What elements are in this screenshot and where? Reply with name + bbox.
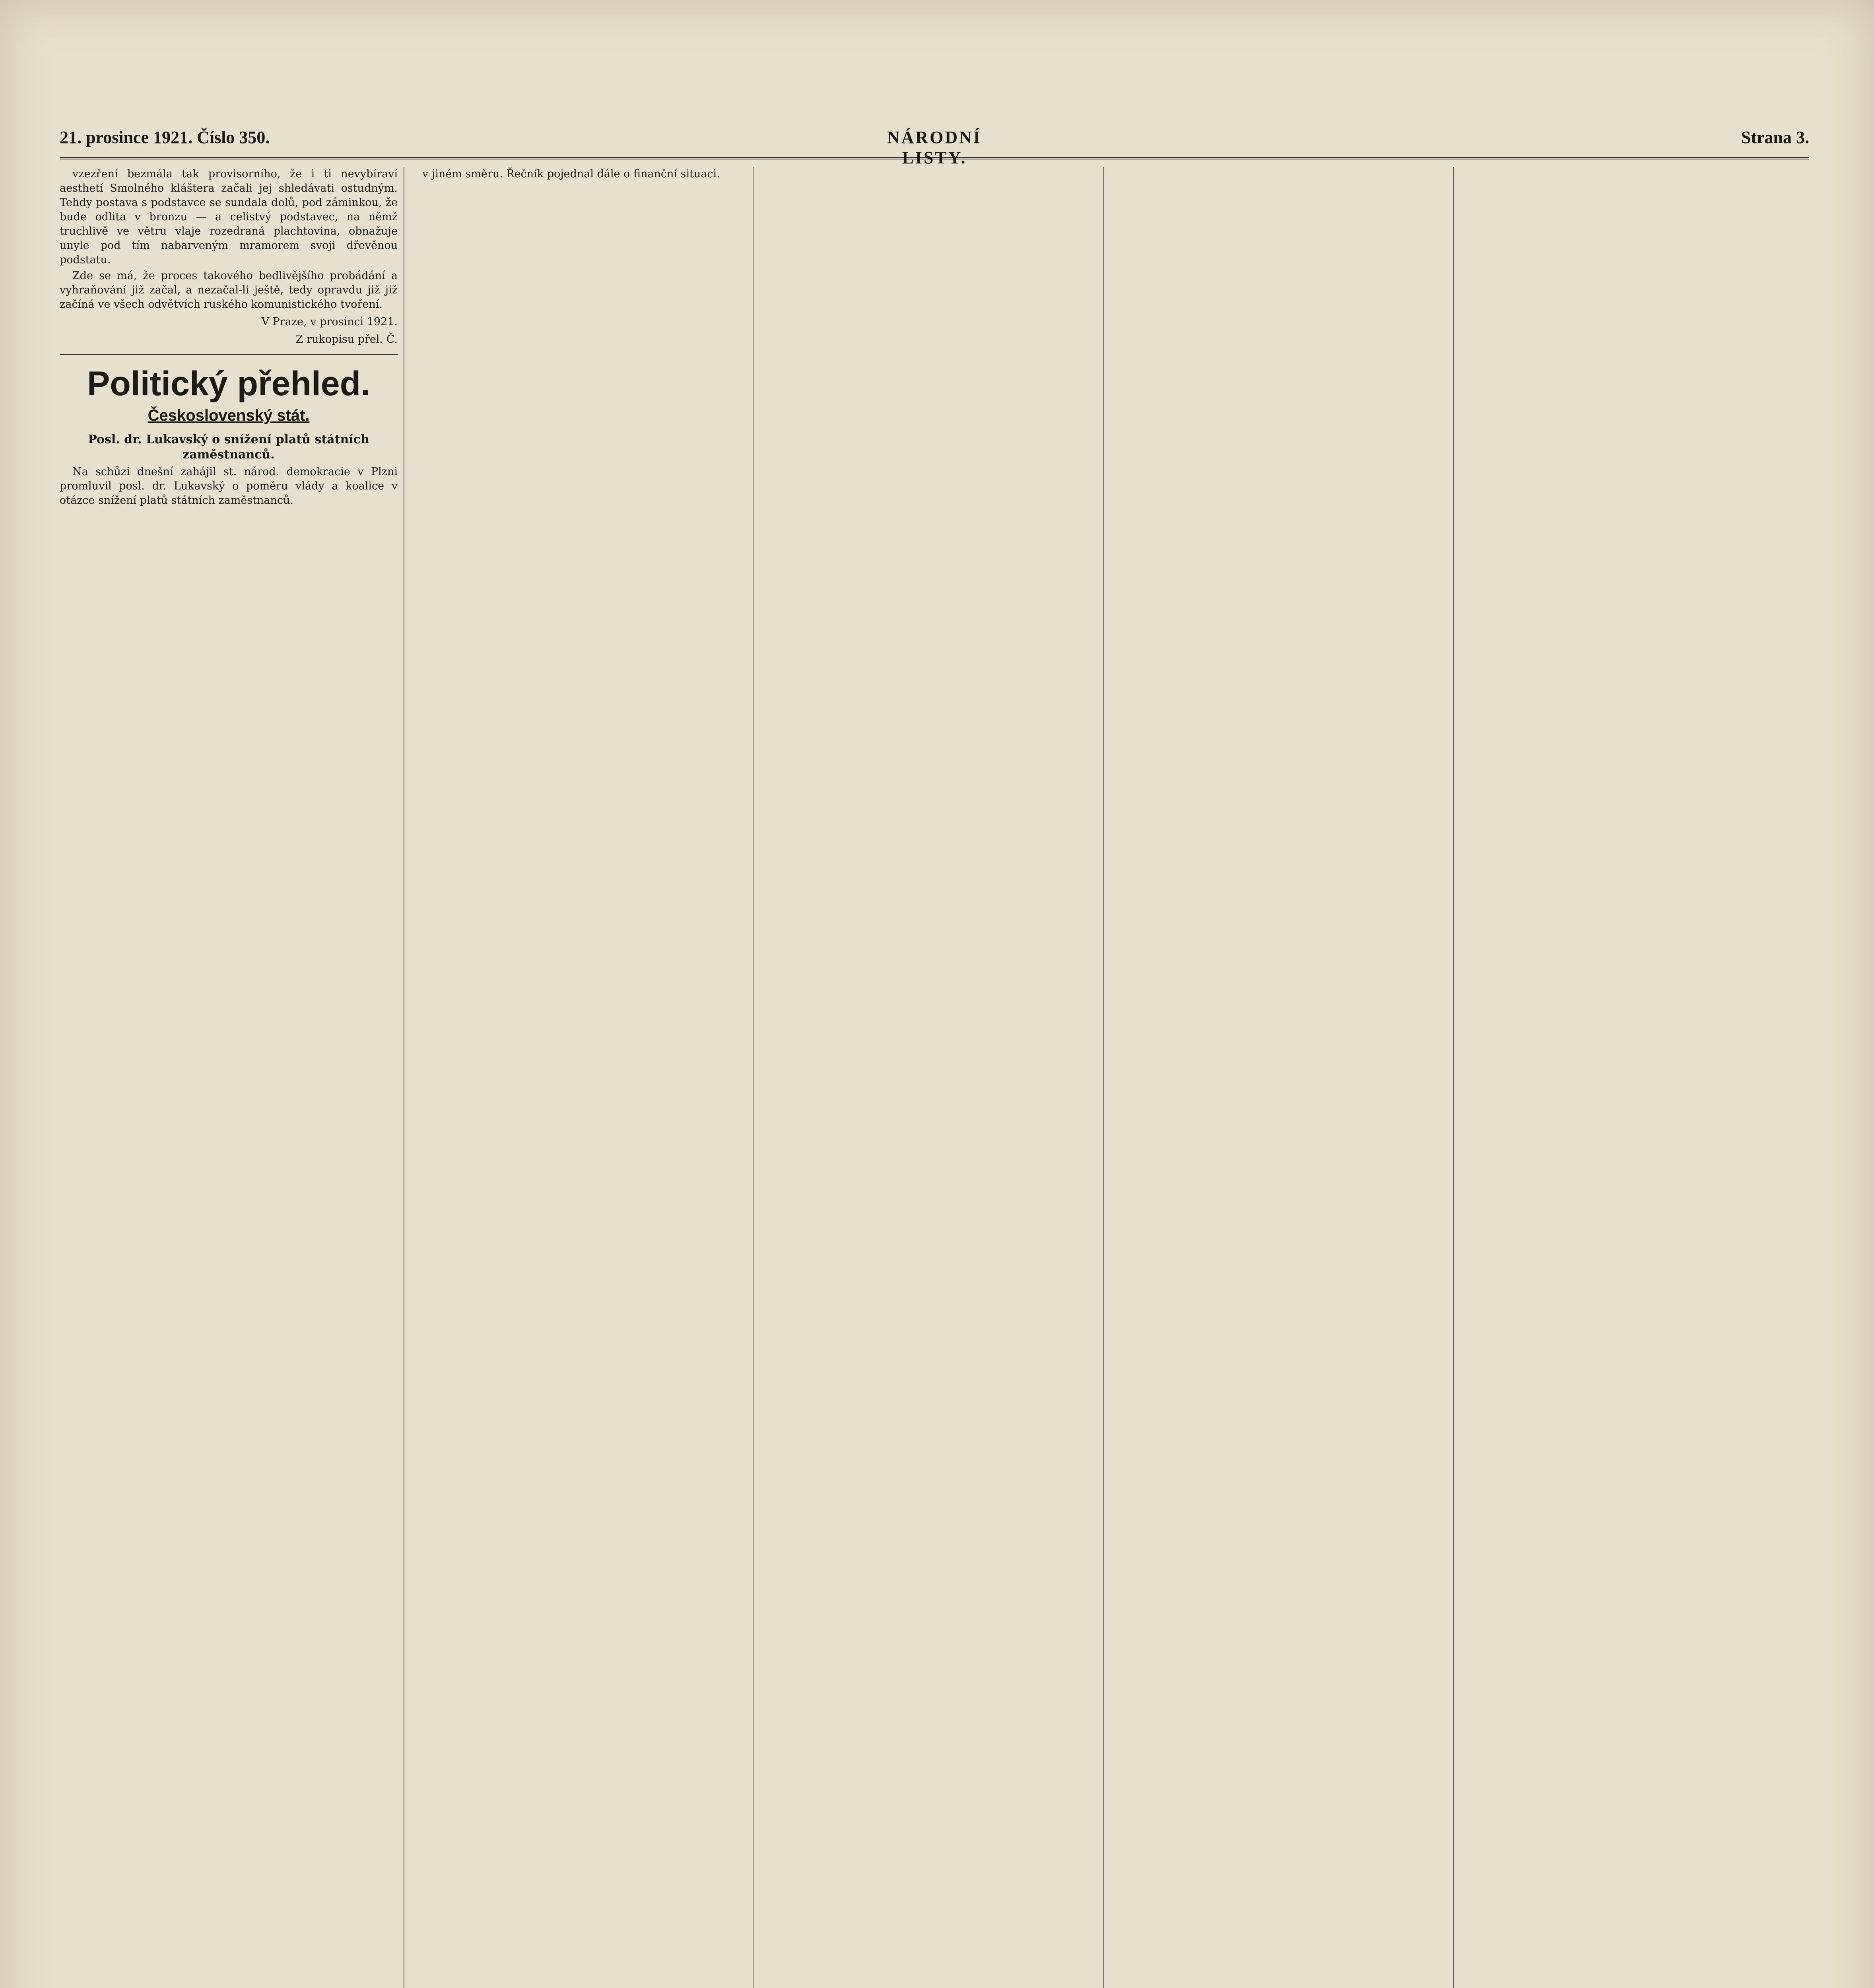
article-headline: Posl. dr. Lukavský o snížení platů státních zaměstnanců. (88, 433, 369, 462)
column-1 (60, 167, 398, 1988)
masthead (60, 119, 1809, 167)
column-4 (1109, 167, 1447, 1988)
column-2 (410, 167, 748, 1988)
page-number: Strana 3. (1741, 128, 1809, 147)
divider (60, 354, 398, 355)
section-subtitle-cs: Československý stát. (148, 407, 310, 424)
section-title-politics: Politický přehled. (87, 365, 371, 403)
article-paragraph: vzezření bezmála tak provisorního, že i ti nevybíraví aesthetí Smolného kláštera začali jej shledávati ostudným. Tehdy postava s podstavce se sundala dolů, pod záminkou, že bude odlita v bronzu — a celistvý podstavec, na němž truchlivě ve větru vlaje rozedraná plachtovina, obnažuje unyle pod tím nabarveným mramorem svoji dřevěnou podstatu. (60, 168, 398, 266)
dateline: V Praze, v prosinci 1921. (261, 316, 398, 328)
article-paragraph: Zde se má, že proces takového bedlivějšího probádání a vyhraňování již začal, a nezačal-li ještě, tedy opravdu již již začíná ve všech odvětvích ruského komunistického tvoření. (60, 270, 398, 311)
author-credit: Z rukopisu přel. Č. (295, 333, 398, 346)
column-rule (1453, 167, 1454, 1988)
article-paragraph: v jiném směru. Řečník pojednal dále o finanční situaci. (422, 168, 720, 180)
article-paragraph: Na schůzi dnešní zahájil st. národ. demokracie v Plzni promluvil posl. dr. Lukavský o poměru vlády a koalice v otázce snížení platů státních zaměstnanců. (60, 466, 398, 507)
newspaper-title: NÁRODNÍ LISTY. (887, 128, 982, 167)
column-3 (759, 167, 1097, 1988)
column-rule (1103, 167, 1104, 1988)
issue-date: 21. prosince 1921. Číslo 350. (60, 128, 270, 147)
column-5 (1459, 167, 1809, 1988)
column-rule (753, 167, 754, 1988)
